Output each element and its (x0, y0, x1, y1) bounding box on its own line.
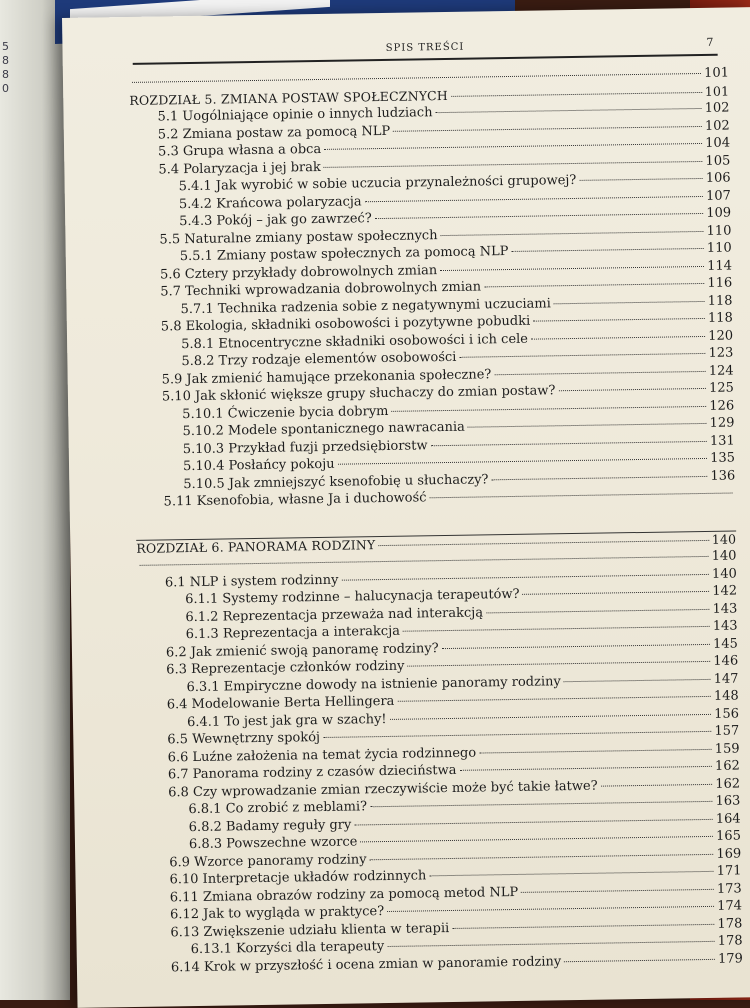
dot-leader (459, 352, 705, 358)
dot-leader (407, 660, 710, 667)
dot-leader (533, 317, 705, 322)
toc-entry-label: 5.7.1 Technika radzenia sobie z negatywnymi uczuciami (180, 295, 551, 317)
toc-entry-page: 162 (714, 758, 740, 774)
toc-page: 101 (704, 83, 730, 99)
toc-entry-label: 5.6 Cztery przykłady dobrowolnych zmian (159, 262, 438, 282)
toc-entry-page: 178 (717, 915, 743, 932)
dot-leader (324, 142, 702, 150)
table-of-contents (129, 66, 743, 978)
dot-leader (391, 404, 706, 411)
toc-entry-page: 120 (708, 327, 734, 344)
dot-leader (435, 107, 701, 113)
dot-leader (387, 905, 714, 912)
toc-entry-page: 163 (715, 793, 741, 809)
toc-entry-label: 5.10.5 Jak zmniejszyć ksenofobię u słuchaczy? (183, 471, 489, 492)
cover-digit: 8 (2, 54, 9, 67)
dot-leader (486, 607, 710, 613)
toc-entry-page: 102 (704, 118, 730, 134)
dot-leader (403, 625, 710, 632)
dot-leader (494, 369, 706, 374)
dot-leader (442, 642, 710, 648)
dot-leader (452, 922, 714, 928)
dot-leader (440, 264, 704, 270)
toc-entry-label: 6.8.1 Co zrobić z meblami? (188, 799, 368, 818)
cover-digit: 8 (2, 68, 9, 81)
toc-entry-page: 142 (712, 583, 738, 599)
dot-leader (378, 538, 708, 545)
dot-leader (390, 712, 712, 719)
toc-entry-label: 6.9 Wzorce panoramy rodziny (169, 851, 367, 870)
dot-leader (397, 695, 711, 702)
toc-entry-label: 6.8 Czy wprowadzanie zmian rzeczywiście może być takie łatwe? (168, 778, 598, 800)
running-header-title: SPIS TREŚCI (385, 41, 465, 54)
toc-entry-label: 5.8 Ekologia, składniki osobowości i pozytywne pobudki (160, 313, 531, 335)
toc-entry-page: 145 (712, 635, 739, 652)
toc-entry-page: 165 (715, 828, 742, 844)
toc-entry-page: 116 (707, 275, 733, 291)
toc-entry-label: 5.8.1 Etnocentryczne składniki osobowości i ich cele (181, 331, 529, 352)
toc-entry-label: 6.3.1 Empiryczne dowody na istnienie panoramy rodziny (186, 673, 561, 695)
toc-entry-page: 114 (707, 258, 733, 274)
dot-leader (601, 782, 713, 786)
toc-entry-page: 164 (715, 810, 741, 827)
toc-entry-label: 5.1 Uogólniające opinie o innych ludziach (157, 105, 433, 125)
dot-leader (370, 800, 713, 807)
toc-entry-page: 102 (704, 100, 730, 116)
toc-entry-label: 6.7 Panorama rodziny z czasów dzieciństwa (167, 762, 457, 783)
toc-entry-label: 6.5 Wewnętrzny spokój (167, 730, 321, 748)
adjacent-book-cover (0, 0, 70, 1000)
toc-entry-label: 5.10.1 Ćwiczenie bycia dobrym (182, 403, 389, 422)
toc-entry-label: 6.10 Interpretacje układów rodzinnych (169, 868, 427, 888)
dot-leader (375, 212, 704, 219)
dot-leader (491, 474, 707, 479)
toc-entry-label: 6.12 Jak to wygląda w praktyce? (169, 904, 385, 923)
toc-entry-page: 156 (714, 705, 740, 722)
dot-leader (387, 940, 715, 947)
toc-entry-page: 107 (705, 188, 731, 204)
dot-leader (523, 590, 710, 595)
dot-leader (393, 124, 702, 131)
toc-entry-page: 147 (713, 670, 739, 687)
toc-entry-label: 5.5 Naturalne zmiany postaw społecznych (159, 227, 438, 247)
toc-entry-label: 5.10 Jak skłonić większe grupy słuchaczy do zmian postaw? (161, 383, 556, 405)
toc-entry-label: 6.8.3 Powszechne wzorce (188, 834, 358, 853)
toc-entry-label: 6.8.2 Badamy reguły gry (188, 817, 352, 835)
toc-entry-page: 174 (717, 898, 743, 914)
toc-entry-page: 106 (705, 170, 731, 186)
dot-leader (323, 730, 711, 738)
dot-leader (365, 194, 704, 201)
toc-entry-label: 5.2 Zmiana postaw za pomocą NLP (157, 123, 391, 143)
toc-entry-page: 143 (712, 618, 738, 634)
dot-leader (451, 90, 702, 96)
toc-entry-page: 146 (713, 653, 739, 669)
toc-entry-label: 5.4.1 Jak wyrobić w sobie uczucia przynależności grupowej? (178, 172, 577, 195)
dot-leader (370, 852, 714, 859)
toc-entry-page: 104 (705, 135, 731, 151)
dot-leader (564, 957, 715, 961)
toc-entry-page: 157 (714, 723, 740, 739)
cover-digits (2, 40, 14, 96)
cover-digit: 0 (2, 82, 9, 95)
toc-entry-label: 6.11 Zmiana obrazów rodziny za pomocą metod NLP (169, 884, 519, 905)
toc-entry-label: 5.7 Techniki wprowadzania dobrowolnych zmian (160, 279, 482, 300)
toc-entry-label: 6.2 Jak zmienić swoją panoramę rodziny? (165, 640, 439, 660)
running-header (132, 34, 717, 65)
toc-entry-label: 6.13.1 Korzyści dla terapeuty (190, 939, 385, 958)
toc-entry-label: 6.1.2 Reprezentacja przeważa nad interakcją (185, 604, 484, 625)
toc-entry-page: 169 (716, 845, 742, 862)
dot-leader (140, 555, 709, 566)
toc-entry-page: 131 (709, 432, 735, 449)
toc-entry-page: 143 (712, 600, 738, 617)
dot-leader (484, 282, 704, 287)
dot-leader (468, 422, 707, 428)
toc-entry-label: 5.10.3 Przykład fuzji przedsiębiorstw (182, 437, 428, 457)
page-number: 7 (706, 35, 714, 49)
toc-entry-label: 5.4 Polaryzacja i jej brak (158, 159, 321, 178)
toc-entry-page: 135 (710, 450, 736, 466)
toc-entry-page: 179 (717, 950, 743, 967)
dot-leader (521, 887, 714, 892)
dot-leader (341, 572, 709, 580)
toc-entry-page: 136 (710, 467, 736, 484)
toc-entry-label: 6.4.1 To jest jak gra w szachy! (186, 711, 387, 730)
toc-page: 140 (711, 530, 737, 547)
toc-entry-label: 6.6 Luźne założenia na temat życia rodzinnego (167, 745, 477, 765)
dot-leader (360, 835, 713, 843)
toc-entry-page: 171 (716, 863, 742, 879)
chapter5-entries (129, 101, 735, 513)
toc-entry-page: 129 (709, 415, 735, 431)
dot-leader (459, 765, 712, 771)
toc-entry-label: 6.3 Reprezentacje członków rodziny (166, 658, 405, 678)
toc-entry-label: 5.4.3 Pokój – jak go zawrzeć? (179, 211, 372, 230)
chapter6-entries (137, 566, 743, 978)
toc-entry-label: 5.3 Grupa własna a obca (157, 141, 322, 160)
dot-leader (354, 817, 713, 825)
toc-entry-page: 110 (706, 223, 732, 239)
toc-entry-page: 126 (709, 397, 735, 414)
toc-entry-page: 178 (717, 933, 743, 949)
toc-page: 101 (704, 65, 730, 81)
toc-entry-label: 6.1.1 Systemy rodzinne – halucynacja terapeutów? (185, 586, 520, 608)
dot-leader (558, 387, 706, 391)
toc-entry-label: 5.10.4 Posłańcy pokoju (182, 456, 335, 475)
dot-leader (511, 247, 703, 252)
toc-entry-label: 6.1.3 Reprezentacja a interakcja (185, 623, 401, 643)
toc-entry-page: 162 (715, 775, 741, 792)
toc-entry-label: 5.11 Ksenofobia, własne Ja i duchowość (163, 490, 427, 510)
toc-entry-page: 118 (707, 310, 733, 326)
toc-entry-page: 105 (705, 153, 731, 169)
dot-leader (429, 870, 713, 876)
dot-leader (479, 747, 712, 753)
dot-leader (564, 677, 711, 681)
toc-entry-page: 110 (706, 240, 732, 256)
chapter-title: ROZDZIAŁ 5. ZMIANA POSTAW SPOŁECZNYCH (129, 87, 449, 108)
toc-page: 140 (711, 548, 737, 564)
toc-entry-label: 6.4 Modelowanie Berta Hellingera (166, 693, 395, 713)
toc-entry-label: 5.8.2 Trzy rodzaje elementów osobowości (181, 349, 457, 370)
dot-leader (338, 457, 708, 465)
dot-leader (554, 299, 705, 303)
toc-entry-page: 148 (713, 688, 739, 704)
toc-entry-page: 118 (707, 293, 733, 309)
toc-entry-page: 125 (708, 380, 735, 396)
toc-entry-label: 5.9 Jak zmienić hamujące przekonania społeczne? (161, 366, 492, 387)
dot-leader (132, 72, 701, 83)
dot-leader (579, 177, 702, 181)
dot-leader (441, 229, 704, 235)
dot-leader (429, 492, 732, 499)
toc-entry-label: 6.1 NLP i system rodzinny (164, 572, 339, 590)
toc-entry-label: 5.4.2 Krańcowa polaryzacja (178, 193, 362, 212)
cover-digit: 5 (2, 40, 9, 53)
toc-entry-label: 5.10.2 Modele spontanicznego nawracania (182, 419, 465, 440)
book-page (62, 7, 750, 1008)
toc-entry-page: 124 (708, 362, 734, 379)
toc-entry-label: 6.13 Zwiększenie udziału klienta w terapii (170, 920, 450, 940)
toc-entry-page: 123 (708, 345, 734, 361)
dot-leader (531, 334, 705, 339)
chapter-title: ROZDZIAŁ 6. PANORAMA RODZINY (136, 536, 376, 556)
toc-entry-page: 173 (716, 880, 742, 897)
toc-entry-page: 159 (714, 740, 740, 757)
dot-leader (430, 439, 706, 445)
toc-entry-page: 109 (706, 205, 732, 221)
dot-leader (324, 159, 703, 167)
toc-entry-page: 140 (711, 565, 737, 582)
toc-entry-label: 6.14 Krok w przyszłość i ocena zmian w panoramie rodziny (170, 953, 562, 975)
toc-entry-label: 5.5.1 Zmiany postaw społecznych za pomocą NLP (179, 244, 509, 265)
